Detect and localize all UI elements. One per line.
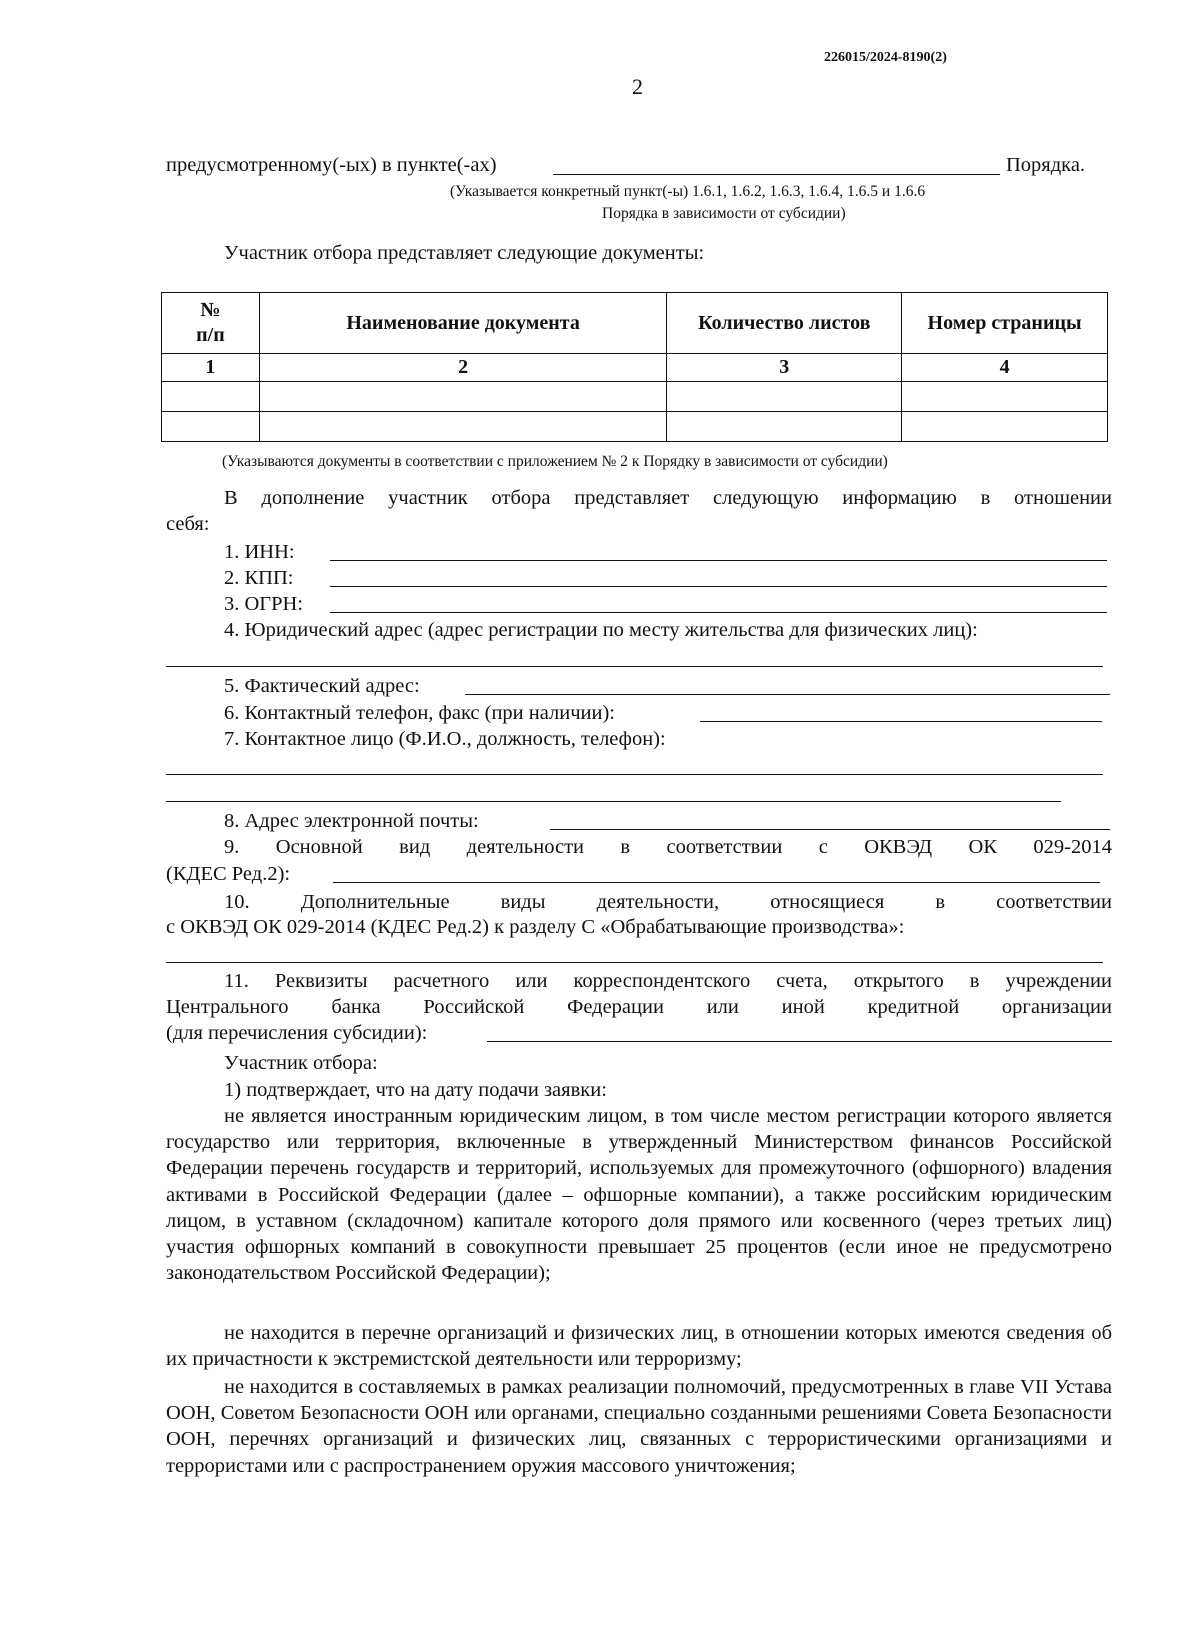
table-cell[interactable] [902,412,1108,442]
okved-main-field[interactable] [333,882,1100,883]
actual-address-field[interactable] [465,694,1110,695]
legal-address-field[interactable] [166,666,1103,667]
kpp-label: 2. КПП: [224,567,294,589]
page-number: 2 [632,74,643,99]
account-line2: Центрального банка Российской Федерации или иной кредитной организации [166,996,1112,1018]
contact-person-field-2[interactable] [166,801,1061,802]
declaration-paragraph-1 [166,1103,1112,1286]
table-cell[interactable] [162,412,260,442]
account-field[interactable] [487,1041,1112,1042]
table-header-row [162,293,1108,354]
ogrn-label: 3. ОГРН: [224,593,304,615]
documents-table [161,292,1108,442]
inn-label: 1. ИНН: [224,541,295,563]
table-row [162,354,1108,382]
email-label: 8. Адрес электронной почты: [224,810,479,832]
account-line1: 11. Реквизиты расчетного или корреспондентского счета, открытого в учреждении [224,970,1112,992]
paragraph-text: не находится в перечне организаций и физических лиц, в отношении которых имеются сведения об их причастности к экстремистской деятельности или терроризму; [166,1322,1112,1371]
email-field[interactable] [550,829,1110,830]
table-cell[interactable] [259,412,667,442]
col-number-3: 3 [667,354,902,382]
table-cell[interactable] [667,412,902,442]
paragraph-text: не находится в составляемых в рамках реализации полномочий, предусмотренных в главе VII Устава ООН, Советом Безопасности ООН или органами, специально созданными решениями Совета Безопасности ООН, перечнях организаций и физических лиц, связанных с террористическими организациями и террористами или с распространением оружия массового уничтожения; [166,1376,1112,1477]
legal-address-label: 4. Юридический адрес (адрес регистрации по месту жительства для физических лиц): [224,619,978,641]
paragraph-note-2: Порядка в зависимости от субсидии) [602,205,846,222]
table-note: (Указываются документы в соответствии с приложением № 2 к Порядку в зависимости от субсидии) [222,453,888,470]
phone-label: 6. Контактный телефон, факс (при наличии): [224,702,615,724]
okved-extra-field[interactable] [166,962,1103,963]
okved-main-line1: 9. Основной вид деятельности в соответствии с ОКВЭД ОК 029-2014 [224,836,1112,858]
header-number-line2: п/п [196,324,225,346]
participant-label: Участник отбора: [224,1052,378,1074]
confirms-label: 1) подтверждает, что на дату подачи заявки: [224,1079,607,1101]
table-cell[interactable] [902,382,1108,412]
table-cell[interactable] [667,382,902,412]
docs-intro: Участник отбора представляет следующие документы: [224,242,705,264]
intro-line-left: предусмотренному(-ых) в пункте(-ах) [166,154,497,176]
contact-person-field[interactable] [166,774,1103,775]
paragraph-note: (Указывается конкретный пункт(-ы) 1.6.1, 1.6.2, 1.6.3, 1.6.4, 1.6.5 и 1.6.6 [450,183,926,200]
contact-person-label: 7. Контактное лицо (Ф.И.О., должность, телефон): [224,728,666,750]
kpp-field[interactable] [330,586,1107,587]
paragraph-text: не является иностранным юридическим лицом, в том числе местом регистрации которого является государство или территория, включенные в утвержденный Министерством финансов Российской Федерации перечень государств и территорий, используемых для промежуточного (офшорного) владения активами в Российской Федерации (далее – офшорные компании), а также российским юридическим лицом, в уставном (складочном) капитале которого доля прямого или косвенного (через третьих лиц) участия офшорных компаний в совокупности превышает 25 процентов (если иное не предусмотрено законодательством Российской Федерации); [166,1105,1112,1285]
col-number-1: 1 [162,354,260,382]
table-cell[interactable] [259,382,667,412]
intro-line-right: Порядка. [1006,154,1086,176]
okved-extra-line1: 10. Дополнительные виды деятельности, относящиеся в соответствии [224,891,1112,913]
table-row [162,382,1108,412]
header-page: Номер страницы [902,293,1108,354]
phone-field[interactable] [700,721,1102,722]
table-cell[interactable] [162,382,260,412]
okved-main-line2: (КДЕС Ред.2): [166,863,291,885]
info-intro-line2: себя: [166,513,210,535]
info-intro-line1: В дополнение участник отбора представляет следующую информацию в отношении [224,487,1112,509]
ogrn-field[interactable] [330,612,1107,613]
paragraph-blank[interactable] [553,174,1000,175]
col-number-2: 2 [259,354,667,382]
declaration-paragraph-3 [166,1374,1112,1479]
declaration-paragraph-2 [166,1320,1112,1372]
header-doc-name: Наименование документа [259,293,667,354]
actual-address-label: 5. Фактический адрес: [224,675,420,697]
inn-field[interactable] [330,560,1107,561]
document-number: 226015/2024-8190(2) [824,50,947,65]
account-line3: (для перечисления субсидии): [166,1022,428,1044]
table-row [162,412,1108,442]
header-number [162,293,260,354]
okved-extra-line2: с ОКВЭД ОК 029-2014 (КДЕС Ред.2) к разделу С «Обрабатывающие производства»: [166,916,905,938]
col-number-4: 4 [902,354,1108,382]
header-sheets: Количество листов [667,293,902,354]
header-number-line1: № [200,299,221,321]
